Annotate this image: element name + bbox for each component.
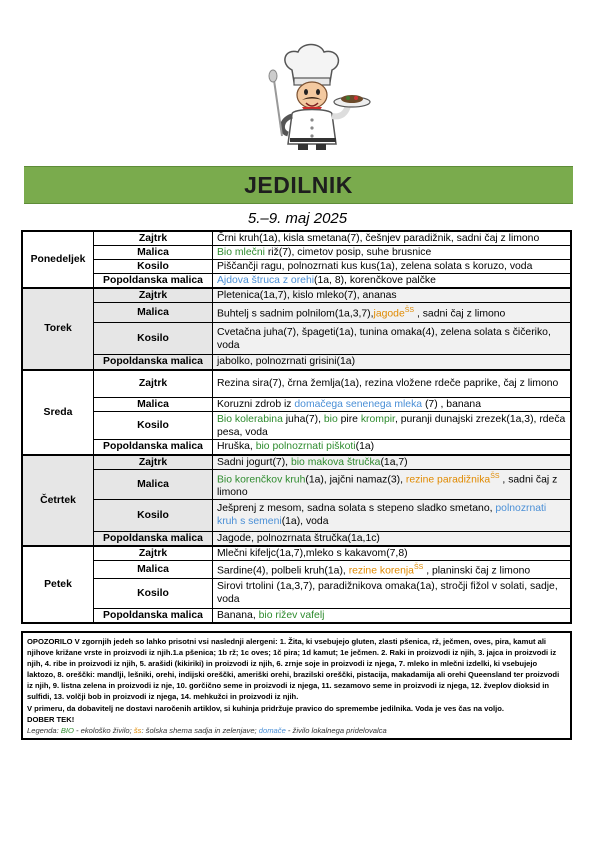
meal-label: Popoldanska malica	[94, 608, 213, 623]
menu-row	[22, 303, 571, 323]
dish-description	[213, 546, 572, 561]
dish-text: domačega senenega mleka	[294, 399, 423, 410]
date-range: 5.–9. maj 2025	[247, 210, 348, 227]
meal-label: Malica	[94, 561, 213, 578]
dish-text: rezine paradižnika	[405, 473, 491, 485]
school-scheme-mark: ŠS	[404, 307, 415, 315]
meal-label: Malica	[94, 398, 213, 412]
school-scheme-mark: ŠS	[413, 564, 424, 572]
legend-ss-text: : šolska shema sadja in zelenjave;	[141, 725, 259, 735]
meal-label: Popoldanska malica	[94, 274, 213, 289]
dish-text: bio polnozrnati piškoti	[255, 441, 356, 453]
dish-description	[213, 323, 572, 355]
menu-row	[22, 398, 571, 412]
meal-label: Malica	[94, 246, 213, 260]
meal-label: Kosilo	[94, 323, 213, 355]
dish-text: krompir	[360, 413, 395, 425]
dish-description	[213, 370, 572, 398]
dish-description	[213, 260, 572, 274]
dish-text: Piščančji ragu, polnozrnati kus kus(1a), zelena solata s koruzo, voda	[217, 261, 533, 272]
meal-label: Zajtrk	[94, 455, 213, 470]
supplier-note: V primeru, da dobavitelj ne dostavi naročenih artiklov, si kuhinja pridržuje pravico do spremembe jedilnika. Voda je ves čas na voljo.	[27, 703, 505, 713]
menu-row	[22, 469, 571, 499]
menu-row	[22, 546, 571, 561]
dish-text: Pletenica(1a,7), kislo mleko(7), ananas	[217, 290, 397, 301]
allergen-notice	[21, 631, 572, 740]
meal-label: Kosilo	[94, 412, 213, 440]
dish-text: , puranji dunajski zrezek(1a,3), rdeča pesa, voda	[217, 413, 566, 438]
dish-text: Ješprenj z mesom, sadna solata s stepeno sladko smetano,	[217, 503, 496, 515]
dish-text: Banana,	[217, 609, 259, 621]
meal-label: Popoldanska malica	[94, 355, 213, 370]
menu-row	[22, 323, 571, 355]
menu-row	[22, 561, 571, 578]
meal-label: Popoldanska malica	[94, 531, 213, 546]
legend-ss: šs	[133, 725, 142, 735]
dish-text: Hruška,	[217, 441, 256, 453]
legend-bio: BIO	[60, 725, 74, 735]
dish-text: Buhtelj s sadnim polnilom(1a,3,7),	[217, 308, 374, 320]
dish-description	[213, 412, 572, 440]
dish-description	[213, 440, 572, 455]
dish-text: Bio mlečni	[217, 247, 265, 258]
dish-text: Bio korenčkov kruh	[217, 473, 306, 485]
meal-label: Zajtrk	[94, 546, 213, 561]
day-name: Četrtek	[22, 455, 94, 547]
meal-label: Popoldanska malica	[94, 440, 213, 455]
legend-domace-text: - živilo lokalnega pridelovalca	[285, 725, 387, 735]
meal-label: Kosilo	[94, 260, 213, 274]
menu-row	[22, 578, 571, 608]
dish-description	[213, 455, 572, 470]
dish-description	[213, 303, 572, 323]
menu-row	[22, 288, 571, 303]
dish-text: jabolko, polnozrnati grisini(1a)	[217, 356, 356, 368]
dish-text: jagode	[373, 308, 405, 320]
dish-description	[213, 499, 572, 531]
meal-label: Malica	[94, 469, 213, 499]
dish-description	[213, 608, 572, 623]
dish-text: bio	[323, 413, 338, 425]
dish-text: (1a,7)	[380, 456, 408, 468]
menu-table	[21, 230, 572, 624]
dish-text: Koruzni zdrob iz	[217, 399, 295, 410]
notice-heading: OPOZORILO	[27, 637, 73, 646]
day-name: Sreda	[22, 370, 94, 455]
dish-text: riž(7), cimetov posip, suhe brusnice	[264, 247, 432, 258]
dish-description	[213, 578, 572, 608]
menu-row	[22, 608, 571, 623]
dish-description	[213, 469, 572, 499]
dish-text: Rezina sira(7), črna žemlja(1a), rezina vložene rdeče paprike, čaj z limono	[217, 378, 559, 390]
dish-text: Sadni jogurt(7),	[217, 456, 291, 468]
dish-text: Mlečni kifeljc(1a,7),mleko s kakavom(7,8)	[217, 548, 408, 560]
dish-text: (1a, 8), korenčkove palčke	[314, 275, 436, 286]
dish-text: (1a)	[355, 441, 375, 453]
menu-row	[22, 355, 571, 370]
dish-text: bio makova štručka	[290, 456, 381, 468]
dish-text: Cvetačna juha(7), špageti(1a), tunina omaka(4), zelena solata s čičeriko, voda	[217, 326, 551, 351]
meal-label: Zajtrk	[94, 231, 213, 246]
page-title: JEDILNIK	[244, 171, 353, 198]
dish-text: , sadni čaj z limono	[414, 308, 506, 320]
legend	[27, 726, 387, 735]
meal-label: Kosilo	[94, 578, 213, 608]
dish-text: (7) , banana	[422, 399, 481, 410]
dish-text: polnozrnati kruh s semeni	[217, 503, 547, 528]
dish-text: bio rižev vafelj	[258, 609, 325, 621]
dish-text: (1a), jajčni namaz(3),	[305, 473, 406, 485]
menu-row	[22, 531, 571, 546]
menu-row	[22, 370, 571, 398]
dish-text: (1a), voda	[281, 516, 329, 528]
dish-description	[213, 561, 572, 578]
meal-label: Zajtrk	[94, 288, 213, 303]
dish-text: Sardine(4), polbeli kruh(1a),	[217, 565, 349, 577]
menu-row	[22, 440, 571, 455]
dish-description	[213, 231, 572, 246]
dish-description	[213, 246, 572, 260]
dish-text: juha(7),	[282, 413, 324, 425]
dish-description	[213, 355, 572, 370]
day-name: Petek	[22, 546, 94, 622]
legend-label: Legenda:	[27, 725, 59, 735]
dish-text: pire	[337, 413, 361, 425]
dish-text: Ajdova štruca z orehi	[217, 275, 315, 286]
dish-text: Jagode, polnozrnata štručka(1a,1c)	[217, 533, 380, 545]
dish-text: Bio kolerabina	[217, 413, 283, 425]
dish-description	[213, 274, 572, 289]
legend-domace: domače	[258, 725, 286, 735]
dish-text: rezine korenja	[348, 565, 414, 577]
day-name: Ponedeljek	[22, 231, 94, 288]
notice-text: V zgornjih jedeh so lahko prisotni vsi naslednji alergeni: 1. Žita, ki vsebujejo gluten, zlasti pšenica, rž, ječmen, oves, pira, kamut ali njihove križane vrste in proizvodi iz njih.1.a pšenica; 1b rž; 1c oves; 1č pira; 1d kamut; 1e ječmen. 2. Raki in proizvodi iz njih, 3. jajca in proizvodi iz njih, 4. ribe in proizvodi iz njih, 5. arašidi (kikiriki) in proizvodi iz njih, 6. zrnje soje in proizvodi iz njega, 7. mleko in mlečni izdelki, ki vsebujejo laktozo, 8. oreščki: mandlji, lešniki, orehi, indijski oreščki, ameriški orehi, brazilski oreščki, pistacija, makadamija ali orehi Queensland ter proizvodi iz njih, 9. listna zelena in proizvodi iz nje, 10. gorčično seme in proizvodi iz njega, 11. sezamovo seme in proizvodi iz njega, 12. žveplov dioksid in sulfidi, 13. volčji bob in proizvodi iz njega, 14. mehkužci in proizvodi iz njih.	[27, 637, 560, 702]
meal-label: Kosilo	[94, 499, 213, 531]
menu-row	[22, 246, 571, 260]
menu-row	[22, 455, 571, 470]
chef-illustration	[262, 40, 372, 152]
legend-bio-text: - ekološko živilo;	[73, 725, 134, 735]
dish-text: , sadni čaj z limono	[217, 473, 558, 498]
dish-description	[213, 398, 572, 412]
menu-row	[22, 231, 571, 246]
closing-note: DOBER TEK!	[27, 714, 75, 724]
dish-description	[213, 288, 572, 303]
menu-row	[22, 274, 571, 289]
menu-row	[22, 412, 571, 440]
title-banner	[24, 166, 573, 204]
dish-text: Črni kruh(1a), kisla smetana(7), češnjev paradižnik, sadni čaj z limono	[217, 233, 540, 244]
dish-description	[213, 531, 572, 546]
school-scheme-mark: ŠS	[490, 472, 500, 480]
menu-row	[22, 499, 571, 531]
meal-label: Malica	[94, 303, 213, 323]
day-name: Torek	[22, 288, 94, 370]
menu-row	[22, 260, 571, 274]
meal-label: Zajtrk	[94, 370, 213, 398]
dish-text: , planinski čaj z limono	[423, 565, 531, 577]
dish-text: Sirovi trtolini (1a,3,7), paradižnikova omaka(1a), stročji fižol v solati, sadje, voda	[217, 581, 558, 606]
